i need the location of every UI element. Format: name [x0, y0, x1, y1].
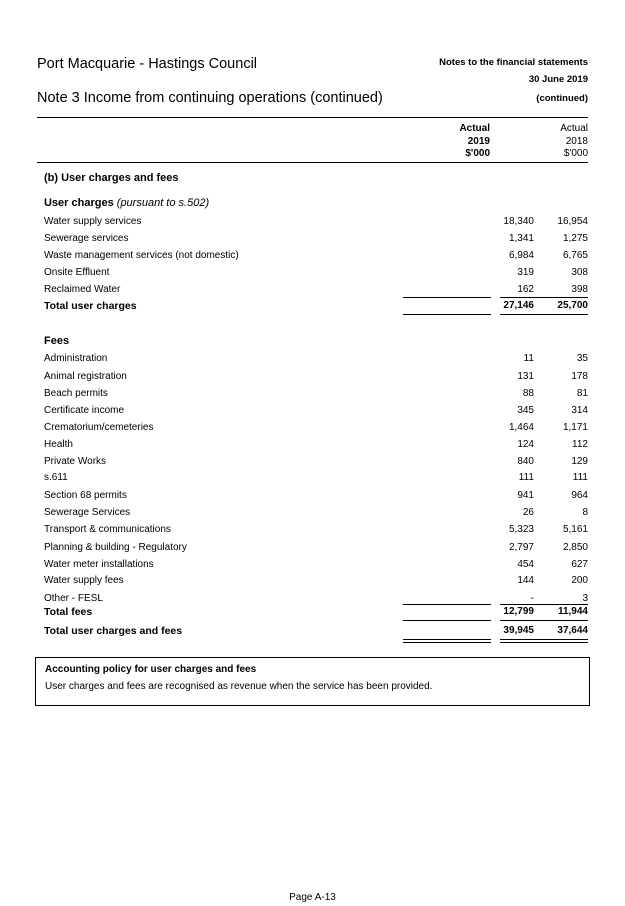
table-row: Crematorium/cemeteries 1,464 1,171 [44, 422, 588, 433]
table-row: Administration 11 35 [44, 353, 588, 364]
total-row: Total fees 12,799 11,944 [44, 606, 588, 618]
table-row: Animal registration 131 178 [44, 371, 588, 382]
table-row: Certificate income 345 314 [44, 405, 588, 416]
fees-heading: Fees [44, 335, 70, 347]
subtotal-rule [500, 297, 588, 298]
table-row: s.611 111 111 [44, 472, 588, 483]
note-title: Note 3 Income from continuing operations (continued) [37, 90, 383, 106]
table-row: Section 68 permits 941 964 [44, 490, 588, 501]
table-row: Water supply services 18,340 16,954 [44, 216, 588, 227]
table-row: Sewerage Services 26 8 [44, 507, 588, 518]
double-rule [500, 639, 588, 640]
subtotal-rule [500, 604, 588, 605]
double-rule [500, 642, 588, 643]
subtotal-rule [403, 604, 491, 605]
section-heading: (b) User charges and fees [44, 172, 179, 184]
subtotal-rule [500, 620, 588, 621]
accounting-policy-box [35, 657, 590, 706]
column-header-2018: Actual 2018 $'000 [560, 123, 588, 159]
subtotal-rule [403, 620, 491, 621]
table-row: Private Works 840 129 [44, 456, 588, 467]
table-row: Planning & building - Regulatory 2,797 2,850 [44, 542, 588, 553]
double-rule [403, 642, 491, 643]
table-row: Transport & communications 5,323 5,161 [44, 524, 588, 535]
subtotal-rule [403, 297, 491, 298]
table-row: Other - FESL - 3 [44, 593, 588, 604]
column-header-2019: Actual 2019 $'000 [459, 123, 490, 159]
total-rule [403, 314, 491, 315]
council-name: Port Macquarie - Hastings Council [37, 56, 258, 72]
grand-total-row: Total user charges and fees 39,945 37,644 [44, 625, 588, 637]
continued-label: (continued) [536, 93, 588, 104]
table-row: Water supply fees 144 200 [44, 575, 588, 586]
total-rule [500, 314, 588, 315]
table-row: Water meter installations 454 627 [44, 559, 588, 570]
total-row: Total user charges 27,146 25,700 [44, 300, 588, 312]
policy-title: Accounting policy for user charges and fees [45, 664, 257, 675]
table-row: Reclaimed Water 162 398 [44, 284, 588, 295]
policy-body: User charges and fees are recognised as revenue when the service has been provided. [45, 681, 433, 692]
page-number: Page A-13 [289, 892, 336, 903]
table-row: Onsite Effluent 319 308 [44, 267, 588, 278]
table-row: Waste management services (not domestic) 6,984 6,765 [44, 250, 588, 261]
table-row: Sewerage services 1,341 1,275 [44, 233, 588, 244]
table-row: Health 124 112 [44, 439, 588, 450]
table-row: Beach permits 88 81 [44, 388, 588, 399]
double-rule [403, 639, 491, 640]
column-header-rule [37, 162, 588, 163]
period-date: 30 June 2019 [528, 74, 588, 85]
notes-header: Notes to the financial statements [439, 57, 588, 68]
user-charges-heading: User charges (pursuant to s.502) [44, 197, 210, 209]
header-rule [37, 117, 588, 118]
